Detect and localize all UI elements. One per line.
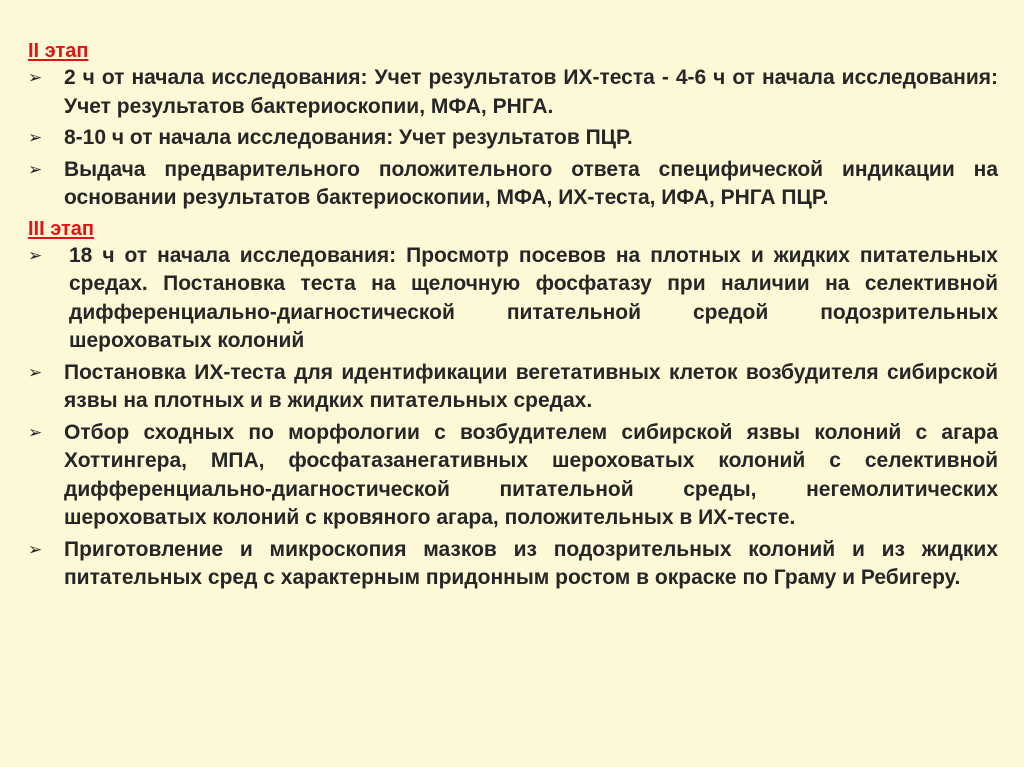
section-title-stage-2: II этап — [28, 40, 89, 62]
list-item — [28, 359, 998, 416]
arrowhead-bullet-icon: ➢ — [28, 422, 43, 442]
list-item-text: 2 ч от начала исследования: Учет результатов ИХ-теста - 4-6 ч от начала исследования: Учет результатов бактериоскопии, МФА, РНГА. — [64, 66, 998, 118]
list-item-text: Отбор сходных по морфологии с возбудителем сибирской язвы колоний с агара Хоттингера, МПА, фосфатазанегативных шероховатых колоний с селективной дифференциально-диагностической питательной среды, негемолитических шероховатых колоний с кровяного агара, положительных в ИХ-тесте. — [64, 420, 998, 529]
list-item-text: 8-10 ч от начала исследования: Учет результатов ПЦР. — [64, 126, 633, 149]
list-item — [28, 64, 998, 121]
slide-content — [28, 38, 998, 596]
arrowhead-bullet-icon: ➢ — [28, 68, 43, 87]
list-item — [28, 124, 998, 153]
list-item-text: Выдача предварительного положительного ответа специфической индикации на основании результатов бактериоскопии, МФА, ИХ-теста, ИФА, РНГА ПЦР. — [64, 157, 998, 209]
arrowhead-bullet-icon: ➢ — [28, 362, 43, 382]
list-item-text: Приготовление и микроскопия мазков из подозрительных колоний и из жидких питательных сред с характерным придонным ростом в окраске по Граму и Ребигеру. — [64, 537, 998, 589]
list-item — [28, 242, 998, 356]
arrowhead-bullet-icon: ➢ — [28, 539, 43, 559]
section-title-stage-3: III этап — [28, 217, 95, 240]
list-item — [28, 419, 998, 533]
list-item-text: 18 ч от начала исследования: Просмотр посевов на плотных и жидких питательных средах. Постановка теста на щелочную фосфатазу при наличии на селективной дифференциально-диагностической питательной средой подозрительных шероховатых колоний — [69, 243, 998, 352]
arrowhead-bullet-icon: ➢ — [28, 159, 43, 179]
arrowhead-bullet-icon: ➢ — [28, 128, 43, 147]
list-item — [28, 156, 998, 213]
list-item-text: Постановка ИХ-теста для идентификации вегетативных клеток возбудителя сибирской язвы на плотных и в жидких питательных средах. — [64, 360, 998, 412]
list-item — [28, 536, 998, 593]
arrowhead-bullet-icon: ➢ — [28, 245, 43, 265]
